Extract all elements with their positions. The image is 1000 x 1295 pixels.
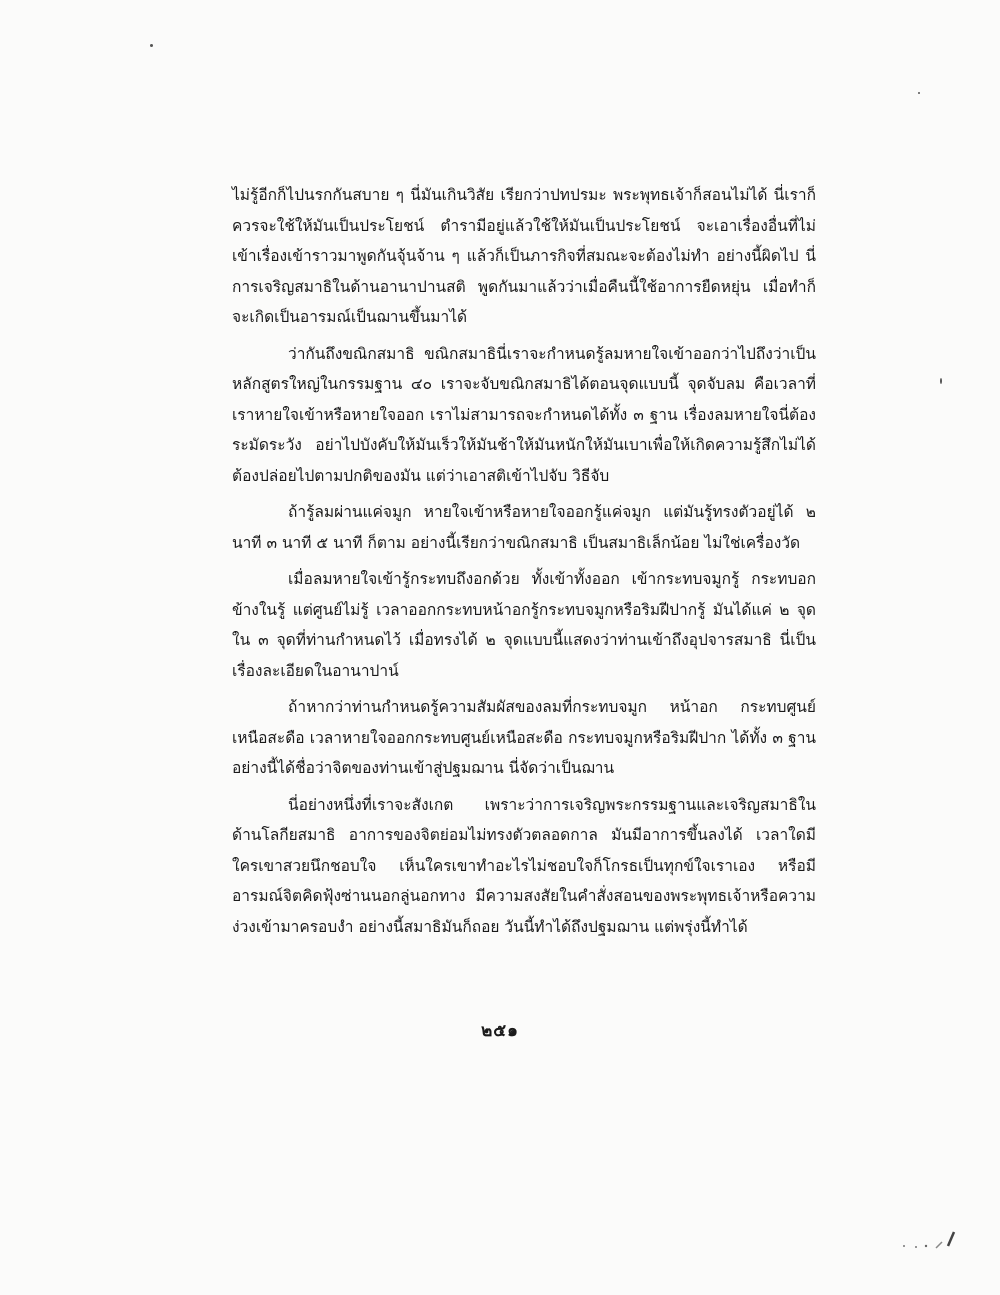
scan-speck (150, 44, 153, 47)
scan-mark-icon (898, 1228, 958, 1252)
page-body (232, 180, 816, 948)
paragraph-5: ถ้าหากว่าท่านกำหนดรู้ความสัมผัสของลมที่กระทบจมูก หน้าอก กระทบศูนย์เหนือสะดือ เวลาหายใจออกกระทบศูนย์เหนือสะดือ กระทบจมูกหรือริมฝีปาก ได้ทั้ง ๓ ฐาน อย่างนี้ได้ชื่อว่าจิตของท่านเข้าสู่ปฐมฌาน นี่จัดว่าเป็นฌาน (232, 698, 816, 777)
page-number: ๒๕๑ (481, 1021, 519, 1041)
paragraph-4: เมื่อลมหายใจเข้ารู้กระทบถึงอกด้วย ทั้งเข้าทั้งออก เข้ากระทบจมูกรู้ กระทบอกข้างในรู้ แต่ศูนย์ไม่รู้ เวลาออกกระทบหน้าอกรู้กระทบจมูกหรือริมฝีปากรู้ มันได้แค่ ๒ จุด ใน ๓ จุดที่ท่านกำหนดไว้ เมื่อทรงได้ ๒ จุดแบบนี้แสดงว่าท่านเข้าถึงอุปจารสมาธิ นี่เป็นเรื่องละเอียดในอานาปาน์ (232, 570, 816, 680)
scan-speck (940, 378, 942, 384)
paragraph-3: ถ้ารู้ลมผ่านแค่จมูก หายใจเข้าหรือหายใจออกรู้แค่จมูก แต่มันรู้ทรงตัวอยู่ได้ ๒ นาที ๓ นาที ๕ นาที ก็ตาม อย่างนี้เรียกว่าขณิกสมาธิ เป็นสมาธิเล็กน้อย ไม่ใช่เครื่องวัด (232, 503, 816, 552)
paragraph-6: นี่อย่างหนึ่งที่เราจะสังเกต เพราะว่าการเจริญพระกรรมฐานและเจริญสมาธิในด้านโลกียสมาธิ อาการของจิตย่อมไม่ทรงตัวตลอดกาล มันมีอาการขึ้นลงได้ เวลาใดมีใครเขาสวยนึกชอบใจ เห็นใครเขาทำอะไรไม่ชอบใจก็โกรธเป็นทุกข์ใจเราเอง หรือมีอารมณ์จิตคิดฟุ้งซ่านนอกลู่นอกทาง มีความสงสัยในคำสั่งสอนของพระพุทธเจ้าหรือความง่วงเข้ามาครอบงำ อย่างนี้สมาธิมันก็ถอย วันนี้ทำได้ถึงปฐมฌาน แต่พรุ่งนี้ทำได้ (232, 795, 816, 936)
paragraph-1: ไม่รู้อีกก็ไปนรกกันสบาย ๆ นี่มันเกินวิสัย เรียกว่าปทปรมะ พระพุทธเจ้าก็สอนไม่ได้ นี่เราก็ควรจะใช้ให้มันเป็นประโยชน์ ตำรามีอยู่แล้วใช้ให้มันเป็นประโยชน์ จะเอาเรื่องอื่นที่ไม่เข้าเรื่องเข้าราวมาพูดกันจุ้นจ้าน ๆ แล้วก็เป็นภารกิจที่สมณะจะต้องไม่ทำ อย่างนี้ผิดไป นี่การเจริญสมาธิในด้านอานาปานสติ พูดกันมาแล้วว่าเมื่อคืนนี้ใช้อาการยืดหยุ่น เมื่อทำก็จะเกิดเป็นอารมณ์เป็นฌานขึ้นมาได้ (232, 186, 816, 326)
paragraph-2: ว่ากันถึงขณิกสมาธิ ขณิกสมาธินี่เราจะกำหนดรู้ลมหายใจเข้าออกว่าไปถึงว่าเป็นหลักสูตรใหญ่ในกรรมฐาน ๔๐ เราจะจับขณิกสมาธิได้ตอนจุดแบบนี้ จุดจับลม คือเวลาที่เราหายใจเข้าหรือหายใจออก เราไม่สามารถจะกำหนดได้ทั้ง ๓ ฐาน เรื่องลมหายใจนี่ต้องระมัดระวัง อย่าไปบังคับให้มันเร็วให้มันช้าให้มันหนักให้มันเบาเพื่อให้เกิดความรู้สึกไม่ได้ ต้องปล่อยไปตามปกติของมัน แต่ว่าเอาสติเข้าไปจับ วิธีจับ (232, 344, 816, 485)
scan-speck (918, 92, 920, 94)
